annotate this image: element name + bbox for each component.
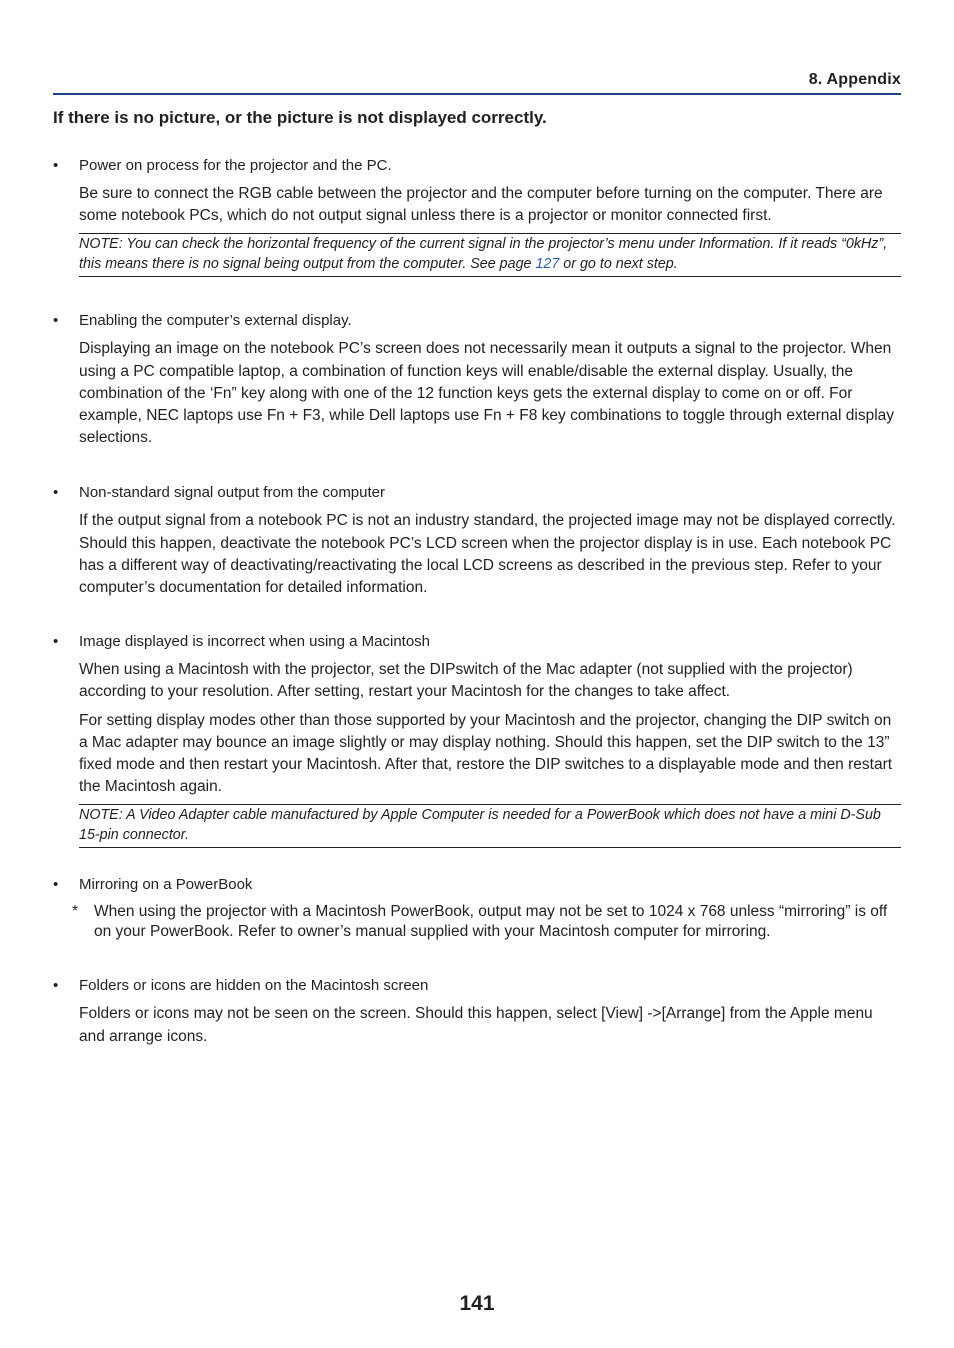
bullet-icon: • [53,484,59,502]
bullet-line [53,155,901,177]
footnote-line [53,902,901,942]
paragraph: Be sure to connect the RGB cable between the projector and the computer before turning on the computer. There are some notebook PCs, which do not output signal unless there is a projector or monitor connected first. [79,185,883,225]
item-non-standard-signal [53,482,901,599]
bullet-text: Folders or icons are hidden on the Macintosh screen [79,977,429,995]
asterisk-icon: * [72,903,79,921]
paragraph: Folders or icons may not be seen on the screen. Should this happen, select [View] ->[Arrange] from the Apple menu and arrange icons. [79,1005,873,1045]
bullet-line [53,310,901,332]
item-macintosh-display [53,631,901,848]
section-heading: If there is no picture, or the picture is not displayed correctly. [53,108,547,127]
item-power-on [53,155,901,277]
paragraph: If the output signal from a notebook PC is not an industry standard, the projected image may not be displayed correctly. Should this happen, deactivate the notebook PC’s LCD screen when the projector display is in use. Each notebook PC has a different way of deactivating/reactivating the local LCD screens as described in the previous step. Refer to your computer’s documentation for detailed information. [79,512,896,597]
note [79,804,901,848]
page-number: 141 [459,1292,495,1315]
header-rule [53,93,901,95]
bullet-text: Non-standard signal output from the computer [79,484,385,502]
paragraph: For setting display modes other than those supported by your Macintosh and the projector, changing the DIP switch on a Mac adapter may bounce an image slightly or may display nothing. Should this happen, set the DIP switch to the 13” fixed mode and then restart your Macintosh. After that, restore the DIP switches to a displayable mode and then restart the Macintosh again. [79,711,893,796]
bullet-text: Enabling the computer’s external display. [79,312,352,330]
note-text: NOTE: You can check the horizontal frequency of the current signal in the projector’s menu under Information. If it reads “0kHz”, this means there is no signal being output from the computer. See page [79,236,888,273]
bullet-line [53,482,901,504]
bullet-icon: • [53,977,59,995]
item-hidden-folders [53,975,901,1047]
bullet-text: Power on process for the projector and the PC. [79,157,392,174]
bullet-icon: • [53,312,59,330]
chapter-title: 8. Appendix [808,71,901,88]
bullet-line [53,874,901,896]
bullet-text: Image displayed is incorrect when using a Macintosh [79,633,431,651]
note [79,233,901,277]
paragraph: When using a Macintosh with the projector, set the DIPswitch of the Mac adapter (not supplied with the projector) according to your resolution. After setting, restart your Macintosh for the changes to take affect. [79,661,853,701]
note-text: NOTE: A Video Adapter cable manufactured by Apple Computer is needed for a PowerBook which does not have a mini D-Sub 15-pin connector. [79,807,881,844]
bullet-icon: • [53,876,59,894]
bullet-icon: • [53,633,59,651]
bullet-line [53,631,901,653]
note-text-end: or go to next step. [559,256,678,273]
page-link[interactable]: 127 [535,256,560,273]
paragraph: Displaying an image on the notebook PC’s screen does not necessarily mean it outputs a signal to the projector. When using a PC compatible laptop, a combination of function keys will enable/disable the external display. Usually, the combination of the ‘Fn” key along with one of the 12 function keys gets the external display to come on or off. For example, NEC laptops use Fn + F3, while Dell laptops use Fn + F8 key combinations to toggle through external display selections. [79,340,895,447]
footnote-text: When using the projector with a Macintosh PowerBook, output may not be set to 1024 x 768 unless “mirroring” is off on your PowerBook. Refer to owner’s manual supplied with your Macintosh computer for mirroring. [94,903,888,941]
bullet-line [53,975,901,997]
item-external-display [53,310,901,449]
content [53,155,901,1048]
bullet-text: Mirroring on a PowerBook [79,876,253,894]
bullet-icon: • [53,157,59,174]
item-mirroring [53,874,901,942]
